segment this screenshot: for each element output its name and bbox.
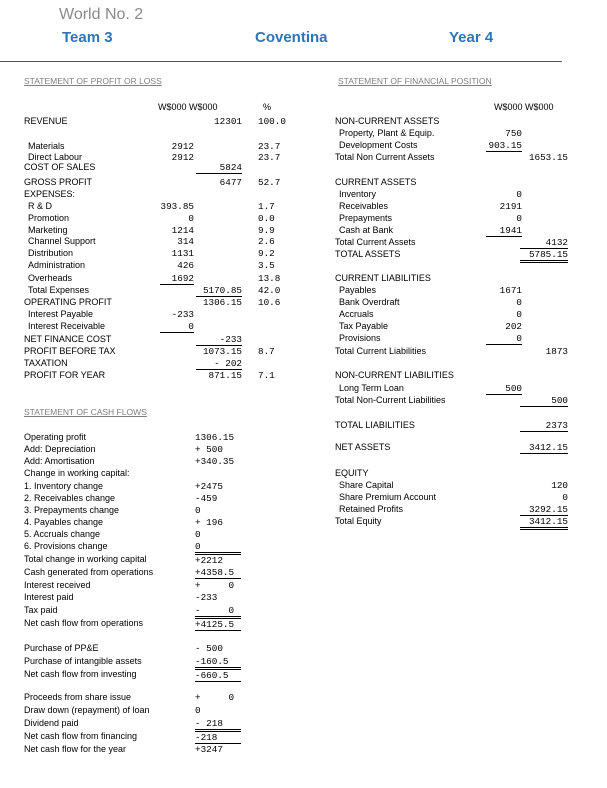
cf-value: -160.5: [195, 656, 241, 668]
cf-value: -459: [195, 493, 218, 504]
cf-value: +340.35: [195, 456, 235, 467]
fp-value-col1: 0: [486, 333, 522, 345]
fp-row-label: Property, Plant & Equip.: [339, 128, 435, 138]
cf-row-label: Interest paid: [24, 592, 74, 602]
cf-row-label: Tax paid: [24, 605, 58, 615]
cf-row-label: 1. Inventory change: [24, 481, 104, 491]
pl-row-label: Promotion: [28, 213, 70, 223]
pl-title: STATEMENT OF PROFIT OR LOSS: [24, 76, 162, 86]
pl-percent: 7.1: [258, 370, 275, 381]
cf-row-label: Add: Amortisation: [24, 456, 95, 466]
fp-value-col1: 2191: [499, 201, 522, 212]
fp-value-col1: 0: [516, 213, 522, 224]
fp-row-label: Total Equity: [335, 516, 382, 526]
cf-row-label: Add: Depreciation: [24, 444, 96, 454]
pl-value-col1: 314: [177, 236, 194, 247]
fp-value-col1: 1941: [486, 225, 522, 237]
pl-value-col1: 2912: [171, 152, 194, 163]
pl-value-col1: 426: [177, 260, 194, 271]
cf-row-label: Operating profit: [24, 432, 87, 442]
cf-value: + 0: [195, 580, 235, 591]
pl-percent: 23.7: [258, 152, 281, 163]
pl-percent: 13.8: [258, 273, 281, 284]
pl-row-label: Interest Receivable: [28, 321, 106, 331]
fp-value-col1: 0: [516, 297, 522, 308]
pl-percent: 3.5: [258, 260, 275, 271]
fp-value-col2: 0: [562, 492, 568, 503]
pl-percent: 9.9: [258, 225, 275, 236]
fp-value-col1: 0: [516, 309, 522, 320]
fp-row-label: CURRENT ASSETS: [335, 177, 417, 187]
cf-value: -233: [195, 592, 218, 603]
fp-row-label: NON-CURRENT ASSETS: [335, 116, 440, 126]
cf-row-label: Proceeds from share issue: [24, 692, 132, 702]
pl-value-col2: - 202: [196, 358, 242, 370]
cf-value: - 500: [195, 643, 223, 654]
fp-row-label: Long Term Loan: [339, 383, 404, 393]
cf-row-label: 2. Receivables change: [24, 493, 116, 503]
cf-value: -218: [195, 731, 241, 744]
pl-percent: 100.0: [258, 116, 286, 127]
pl-value-col1: 1692: [160, 273, 194, 285]
pl-column-headers: W$000 W$000: [158, 102, 218, 112]
cf-row-label: Net cash flow from operations: [24, 618, 144, 628]
pl-row-label: REVENUE: [24, 116, 68, 126]
company-name: Coventina: [255, 29, 328, 46]
fp-row-label: Prepayments: [339, 213, 393, 223]
fp-row-label: Share Premium Account: [339, 492, 437, 502]
pl-row-label: Materials: [28, 141, 65, 151]
year-label: Year 4: [449, 29, 494, 46]
pl-row-label: PROFIT BEFORE TAX: [24, 346, 116, 356]
pl-value-col2: 5170.85: [196, 285, 242, 297]
fp-row-label: Bank Overdraft: [339, 297, 400, 307]
cf-value: + 0: [195, 692, 235, 703]
pl-value-col2: 1306.15: [202, 297, 242, 308]
fp-value-col2: 3412.15: [520, 516, 568, 530]
fp-value-col2: 2373: [520, 420, 568, 432]
cf-row-label: 5. Accruals change: [24, 529, 101, 539]
fp-value-col2: 3292.15: [520, 504, 568, 516]
cf-row-label: Net cash flow from investing: [24, 669, 137, 679]
pl-value-col2: 871.15: [208, 370, 242, 381]
fp-row-label: TOTAL ASSETS: [335, 249, 401, 259]
cf-value: + 500: [195, 444, 223, 455]
fp-title: STATEMENT OF FINANCIAL POSITION: [338, 76, 492, 86]
pl-row-label: Channel Support: [28, 236, 96, 246]
world-number: World No. 2: [59, 6, 144, 23]
fp-value-col2: 1653.15: [528, 152, 568, 163]
cf-row-label: 4. Payables change: [24, 517, 104, 527]
pl-row-label: Total Expenses: [28, 285, 90, 295]
pl-row-label: Interest Payable: [28, 309, 94, 319]
cf-row-label: 3. Prepayments change: [24, 505, 120, 515]
pl-percent: 0.0: [258, 213, 275, 224]
pl-value-col2: 1073.15: [202, 346, 242, 357]
cf-value: +4358.5: [195, 567, 241, 579]
pl-row-label: PROFIT FOR YEAR: [24, 370, 106, 380]
pl-value-col2: -233: [196, 334, 242, 346]
pl-value-col1: 393.85: [160, 201, 194, 212]
pl-value-col1: 0: [188, 213, 194, 224]
fp-column-headers: W$000 W$000: [494, 102, 554, 112]
fp-row-label: Total Current Assets: [335, 237, 416, 247]
pl-row-label: Direct Labour: [28, 152, 83, 162]
pl-row-label: Overheads: [28, 273, 73, 283]
fp-value-col2: 120: [551, 480, 568, 491]
pl-percent: 2.6: [258, 236, 275, 247]
fp-row-label: EQUITY: [335, 468, 369, 478]
fp-value-col1: 202: [505, 321, 522, 332]
fp-value-col2: 4132: [520, 237, 568, 249]
pl-value-col2: 12301: [214, 116, 242, 127]
cf-value: 0: [195, 505, 201, 516]
fp-value-col2: 3412.15: [520, 442, 568, 454]
fp-row-label: Accruals: [339, 309, 374, 319]
pl-percent: 10.6: [258, 297, 281, 308]
fp-row-label: CURRENT LIABILITIES: [335, 273, 431, 283]
pl-value-col2: 6477: [219, 177, 242, 188]
fp-value-col2: 500: [520, 395, 568, 407]
cf-value: +2212: [195, 554, 241, 566]
cf-value: 0: [195, 705, 201, 716]
cf-row-label: Purchase of PP&E: [24, 643, 99, 653]
cf-value: - 0: [195, 605, 241, 617]
fp-value-col1: 0: [516, 189, 522, 200]
fp-row-label: Cash at Bank: [339, 225, 394, 235]
pl-percent-header: %: [263, 102, 272, 112]
pl-row-label: TAXATION: [24, 358, 68, 368]
pl-row-label: Marketing: [28, 225, 68, 235]
fp-row-label: Retained Profits: [339, 504, 404, 514]
fp-row-label: Tax Payable: [339, 321, 389, 331]
fp-value-col1: 903.15: [486, 140, 522, 152]
pl-row-label: R & D: [28, 201, 53, 211]
pl-value-col2: 5824: [196, 162, 242, 174]
fp-value-col1: 500: [486, 383, 522, 395]
fp-value-col1: 750: [505, 128, 522, 139]
fp-value-col1: 1671: [499, 285, 522, 296]
pl-percent: 1.7: [258, 201, 275, 212]
team-name: Team 3: [62, 29, 113, 46]
cf-row-label: Interest received: [24, 580, 91, 590]
header-divider: [0, 61, 562, 62]
pl-row-label: COST OF SALES: [24, 162, 96, 172]
fp-row-label: Payables: [339, 285, 377, 295]
fp-value-col2: 1873: [545, 346, 568, 357]
pl-percent: 8.7: [258, 346, 275, 357]
pl-row-label: NET FINANCE COST: [24, 334, 112, 344]
fp-row-label: Total Non Current Assets: [335, 152, 435, 162]
cf-value: - 218: [195, 718, 241, 730]
cf-value: +2475: [195, 481, 223, 492]
cf-title: STATEMENT OF CASH FLOWS: [24, 407, 147, 417]
fp-row-label: Provisions: [339, 333, 381, 343]
cf-value: 0: [195, 529, 201, 540]
cf-row-label: Total change in working capital: [24, 554, 147, 564]
fp-row-label: NON-CURRENT LIABILITIES: [335, 370, 454, 380]
cf-row-label: Change in working capital:: [24, 468, 130, 478]
pl-row-label: OPERATING PROFIT: [24, 297, 112, 307]
pl-percent: 23.7: [258, 141, 281, 152]
pl-row-label: Administration: [28, 260, 86, 270]
pl-value-col1: 1214: [171, 225, 194, 236]
cf-row-label: Dividend paid: [24, 718, 79, 728]
pl-value-col1: 2912: [171, 141, 194, 152]
fp-row-label: NET ASSETS: [335, 442, 391, 452]
pl-value-col1: 0: [160, 321, 194, 333]
cf-value: -660.5: [195, 669, 241, 682]
cf-row-label: Net cash flow for the year: [24, 744, 127, 754]
cf-value: 1306.15: [195, 432, 235, 443]
cf-row-label: Draw down (repayment) of loan: [24, 705, 150, 715]
fp-row-label: Total Non-Current Liabilities: [335, 395, 446, 405]
cf-row-label: 6. Provisions change: [24, 541, 108, 551]
cf-row-label: Cash generated from operations: [24, 567, 154, 577]
cf-value: 0: [195, 541, 241, 553]
cf-row-label: Net cash flow from financing: [24, 731, 138, 741]
fp-row-label: Inventory: [339, 189, 377, 199]
pl-percent: 52.7: [258, 177, 281, 188]
fp-value-col2: 5785.15: [520, 249, 568, 263]
pl-percent: 9.2: [258, 248, 275, 259]
fp-row-label: TOTAL LIABILITIES: [335, 420, 415, 430]
fp-row-label: Receivables: [339, 201, 389, 211]
cf-value: +3247: [195, 744, 223, 755]
pl-value-col1: 1131: [171, 248, 194, 259]
cf-value: +4125.5: [195, 618, 241, 631]
fp-row-label: Development Costs: [339, 140, 418, 150]
fp-row-label: Share Capital: [339, 480, 394, 490]
fp-row-label: Total Current Liabilities: [335, 346, 427, 356]
cf-row-label: Purchase of intangible assets: [24, 656, 142, 666]
pl-value-col1: -233: [171, 309, 194, 320]
pl-row-label: Distribution: [28, 248, 74, 258]
pl-row-label: GROSS PROFIT: [24, 177, 93, 187]
pl-row-label: EXPENSES:: [24, 189, 76, 199]
cf-value: + 196: [195, 517, 223, 528]
pl-percent: 42.0: [258, 285, 281, 296]
